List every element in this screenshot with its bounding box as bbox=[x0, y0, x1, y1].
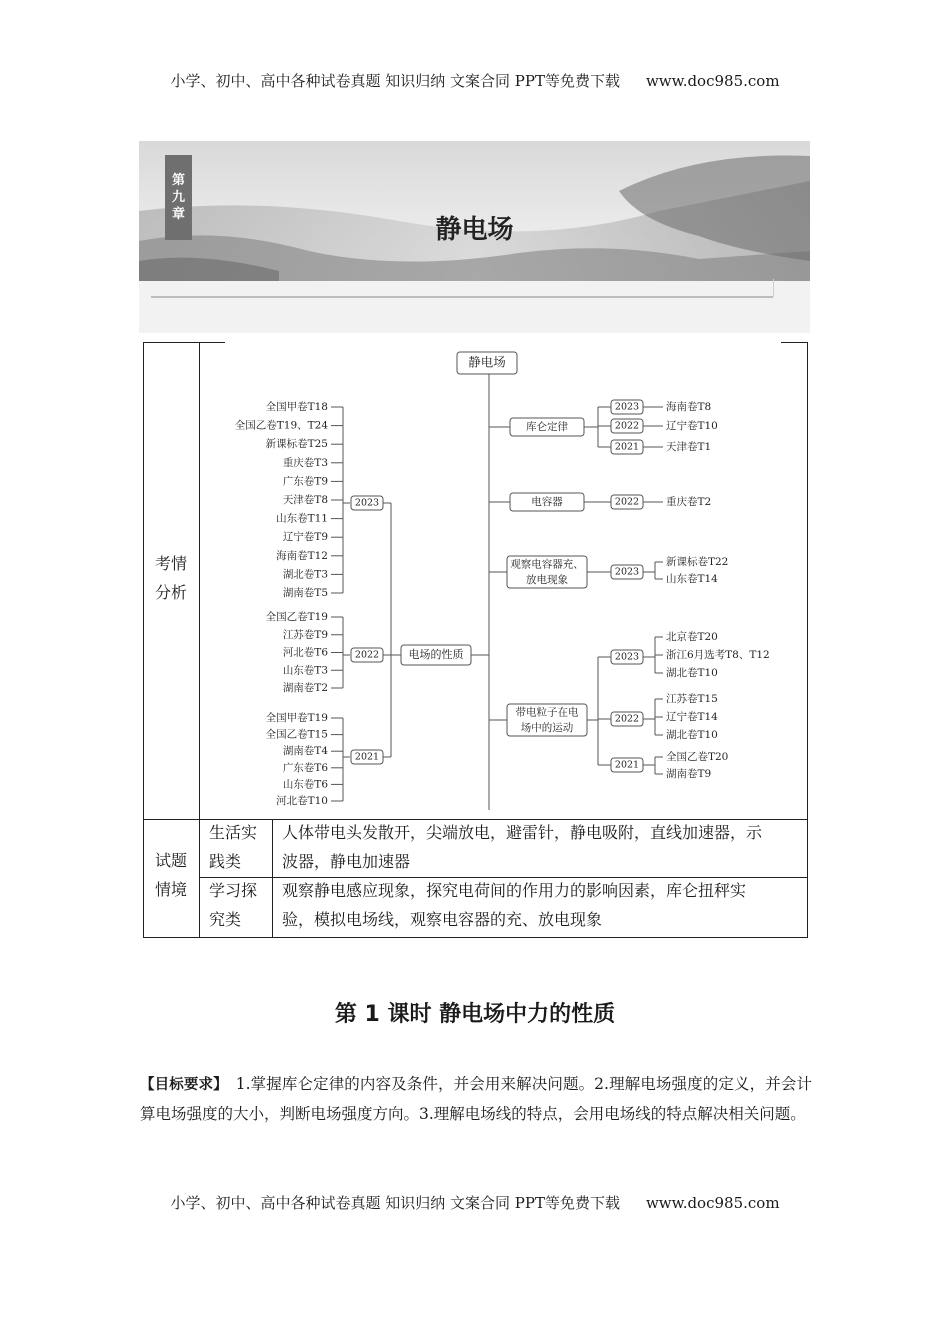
chapter-title: 静电场 bbox=[435, 215, 514, 245]
source-item: 全国乙卷T20 bbox=[666, 751, 729, 763]
year-badge: 2022 bbox=[614, 713, 640, 725]
year-badge: 2023 bbox=[614, 566, 640, 578]
source-item: 湖南卷T2 bbox=[282, 682, 328, 694]
source-item: 新课标卷T25 bbox=[265, 438, 328, 451]
source-item: 天津卷T1 bbox=[666, 441, 712, 453]
source-item: 海南卷T12 bbox=[276, 549, 328, 562]
sub-label-line: 生活实 bbox=[209, 823, 258, 842]
source-item: 河北卷T6 bbox=[282, 646, 328, 659]
topic-node: 电容器 bbox=[531, 496, 563, 508]
source-item: 湖北卷T10 bbox=[666, 667, 718, 679]
mindmap-diagram bbox=[200, 342, 808, 818]
year-badge: 2023 bbox=[614, 651, 640, 663]
banner-divider bbox=[773, 279, 774, 297]
source-item: 湖南卷T4 bbox=[282, 745, 328, 758]
source-item: 全国甲卷T18 bbox=[265, 401, 328, 413]
source-item: 全国乙卷T15 bbox=[265, 728, 328, 741]
source-item: 重庆卷T2 bbox=[666, 496, 712, 508]
source-item: 湖南卷T9 bbox=[666, 768, 712, 780]
source-item: 全国乙卷T19、T24 bbox=[234, 419, 328, 432]
source-item: 江苏卷T9 bbox=[282, 628, 328, 641]
year-badge: 2022 bbox=[614, 496, 640, 508]
year-badge: 2021 bbox=[614, 759, 640, 771]
source-item: 山东卷T14 bbox=[666, 573, 718, 585]
objectives-label: 【目标要求】 bbox=[140, 1077, 228, 1093]
row-label-context bbox=[155, 846, 187, 904]
sub-label-line: 究类 bbox=[209, 910, 242, 929]
lesson-title: 第 1 课时 静电场中力的性质 bbox=[334, 1002, 616, 1027]
row-label-line: 试题 bbox=[155, 851, 188, 870]
year-badge: 2022 bbox=[354, 649, 380, 661]
sub-label-line: 践类 bbox=[209, 852, 242, 871]
year-badge: 2022 bbox=[614, 420, 640, 432]
source-item: 全国乙卷T19 bbox=[265, 611, 328, 623]
year-badge: 2023 bbox=[354, 497, 380, 509]
sub-label-study bbox=[209, 876, 257, 934]
page-header bbox=[0, 70, 950, 91]
banner-divider bbox=[151, 296, 773, 298]
content-line: 验，模拟电场线，观察电容器的充、放电现象 bbox=[282, 910, 603, 929]
chapter-tag-char: 九 bbox=[171, 190, 185, 205]
source-item: 辽宁卷T10 bbox=[666, 420, 718, 432]
source-item: 辽宁卷T9 bbox=[282, 531, 328, 544]
source-item: 海南卷T8 bbox=[666, 401, 712, 413]
page-footer bbox=[0, 1192, 950, 1213]
source-item: 广东卷T9 bbox=[282, 475, 328, 488]
header-text: 小学、初中、高中各种试卷真题 知识归纳 文案合同 PPT等免费下载 bbox=[170, 72, 620, 90]
content-line: 波器，静电加速器 bbox=[282, 852, 411, 871]
topic-node: 库仑定律 bbox=[526, 421, 568, 433]
context-study-content bbox=[282, 876, 802, 934]
source-item: 山东卷T3 bbox=[282, 664, 328, 677]
content-line: 人体带电头发散开，尖端放电，避雷针，静电吸附，直线加速器，示 bbox=[282, 823, 763, 842]
sub-label-life bbox=[209, 818, 257, 876]
context-life-content bbox=[282, 818, 802, 876]
root-node: 静电场 bbox=[468, 354, 506, 370]
chapter-banner bbox=[139, 141, 810, 333]
topic-node: 观察电容器充、 bbox=[510, 558, 584, 571]
source-item: 湖北卷T3 bbox=[282, 568, 328, 581]
source-item: 山东卷T6 bbox=[282, 778, 328, 791]
row-label-analysis bbox=[155, 549, 187, 607]
source-item: 新课标卷T22 bbox=[666, 556, 729, 568]
source-item: 山东卷T11 bbox=[276, 512, 328, 525]
hub-node: 电场的性质 bbox=[408, 648, 464, 661]
footer-text: 小学、初中、高中各种试卷真题 知识归纳 文案合同 PPT等免费下载 bbox=[170, 1194, 620, 1212]
year-badge: 2021 bbox=[354, 751, 380, 763]
row-label-line: 分析 bbox=[155, 583, 188, 602]
source-item: 湖南卷T5 bbox=[282, 587, 328, 599]
header-site: www.doc985.com bbox=[645, 72, 780, 90]
source-item: 河北卷T10 bbox=[276, 795, 328, 807]
row-label-line: 考情 bbox=[155, 554, 188, 573]
topic-node: 场中的运动 bbox=[520, 721, 574, 734]
topic-node: 带电粒子在电 bbox=[515, 706, 579, 719]
source-item: 湖北卷T10 bbox=[666, 729, 718, 741]
objectives-paragraph bbox=[140, 1070, 812, 1129]
content-line: 观察静电感应现象，探究电荷间的作用力的影响因素，库仑扭秤实 bbox=[282, 881, 747, 900]
chapter-tag-char: 章 bbox=[171, 207, 185, 222]
source-item: 辽宁卷T14 bbox=[666, 711, 718, 723]
source-item: 天津卷T8 bbox=[282, 494, 328, 506]
objectives-text: 1.掌握库仑定律的内容及条件，并会用来解决问题。2.理解电场强度的定义，并会计算电场强度的大小，判断电场强度方向。3.理解电场线的特点，会用电场线的特点解决相关问题。 bbox=[140, 1075, 812, 1123]
sub-label-line: 学习探 bbox=[209, 881, 258, 900]
chapter-tag-char: 第 bbox=[171, 173, 185, 188]
footer-site: www.doc985.com bbox=[645, 1194, 780, 1212]
source-item: 全国甲卷T19 bbox=[265, 712, 328, 724]
source-item: 广东卷T6 bbox=[282, 761, 328, 774]
topic-node: 放电现象 bbox=[526, 573, 568, 586]
year-badge: 2021 bbox=[614, 441, 640, 453]
source-item: 北京卷T20 bbox=[666, 631, 718, 643]
year-badge: 2023 bbox=[614, 401, 640, 413]
source-item: 重庆卷T3 bbox=[282, 456, 328, 469]
source-item: 浙江6月选考T8、T12 bbox=[666, 649, 770, 661]
source-item: 江苏卷T15 bbox=[666, 693, 718, 705]
row-label-line: 情境 bbox=[155, 880, 188, 899]
